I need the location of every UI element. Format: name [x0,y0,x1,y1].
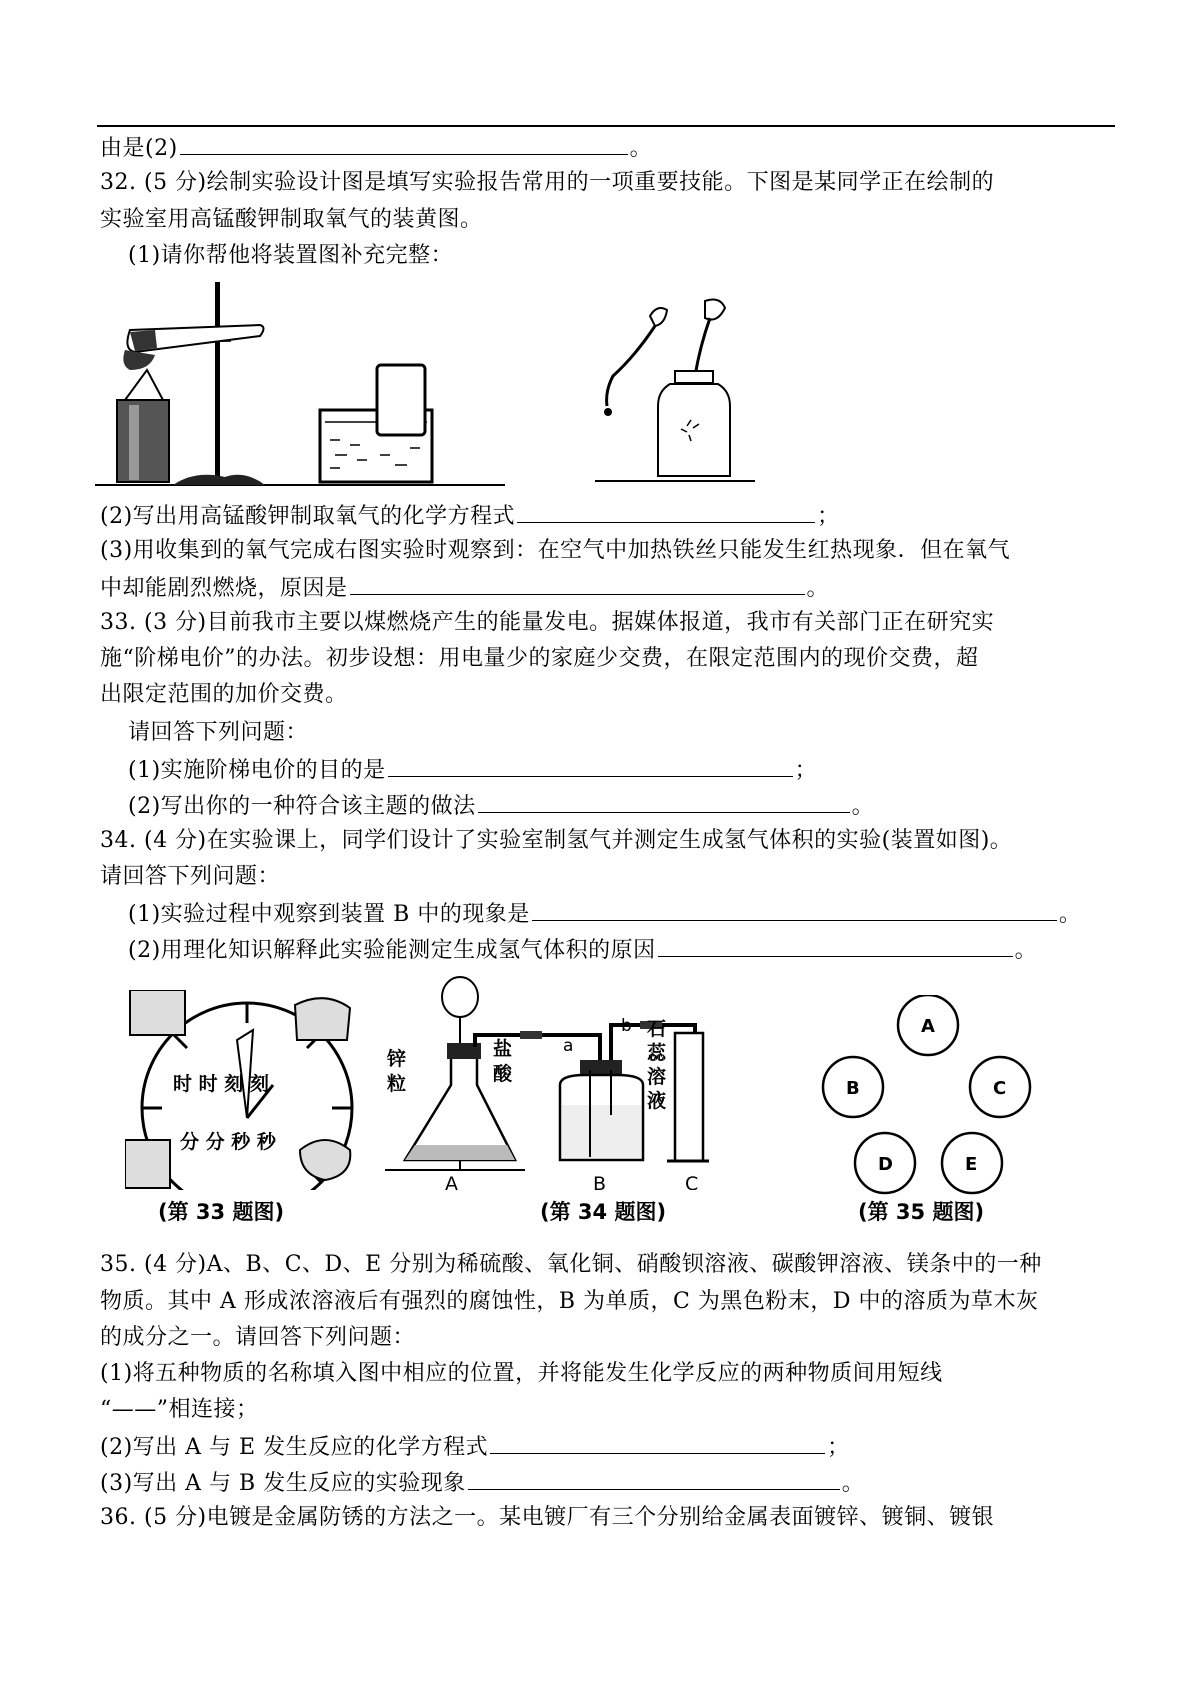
apparatus-A-label: A [445,1173,458,1190]
fig33-caption: (第 33 题图) [158,1200,285,1224]
answer-blank[interactable] [658,934,1013,957]
answer-blank[interactable] [517,500,815,523]
iron-wire-figure [595,296,755,498]
hydrogen-apparatus-figure [385,975,760,1190]
fig34-caption: (第 34 题图) [540,1200,667,1224]
q35-part3: (3)写出 A 与 B 发生反应的实验现象 。 [100,1467,864,1499]
apparatus-B-label: B [593,1173,607,1190]
q34-ask: 请回答下列问题： [100,864,281,889]
q32-part1: (1)请你帮他将装置图补充完整： [128,243,454,268]
line-reason: 由是(2) 。 [100,132,652,164]
circle-B-label: B [846,1078,860,1099]
clock-top-text: 时 时 刻 刻 [173,1073,269,1095]
oxygen-apparatus-figure [95,270,505,502]
q32-part2: (2)写出用高锰酸钾制取氧气的化学方程式 ； [100,500,840,532]
q34-part1: (1)实验过程中观察到装置 B 中的现象是 。 [128,898,1081,930]
circles-figure [815,995,1045,1195]
answer-blank[interactable] [532,898,1057,921]
top-rule [97,125,1115,127]
label-litmus-4: 液 [647,1090,667,1112]
answer-blank[interactable] [350,572,805,595]
q32-cont: 实验室用高锰酸钾制取氧气的装黄图。 [100,207,483,232]
q35-part1b: “——”相连接； [100,1397,259,1422]
q35-part1: (1)将五种物质的名称填入图中相应的位置，并将能发生化学反应的两种物质间用短线 [100,1361,943,1386]
q35-part2: (2)写出 A 与 E 发生反应的化学方程式 ； [100,1431,850,1463]
circle-D-label: D [878,1154,893,1175]
label-acid-2: 酸 [493,1063,513,1085]
q36-head: 36. (5 分)电镀是金属防锈的方法之一。某电镀厂有三个分别给金属表面镀锌、镀铜、镀银 [100,1505,995,1530]
q35-head: 35. (4 分)A、B、C、D、E 分别为稀硫酸、氧化铜、硝酸钡溶液、碳酸钾溶液、镁条中的一种 [100,1252,1042,1277]
q33-part2: (2)写出你的一种符合该主题的做法 。 [128,790,874,822]
q33-head: 33. (3 分)目前我市主要以煤燃烧产生的能量发电。据媒体报道，我市有关部门正在研究实 [100,610,995,635]
q33-cont1: 施“阶梯电价”的办法。初步设想：用电量少的家庭少交费，在限定范围内的现价交费，超 [100,646,979,671]
q32-head: 32. (5 分)绘制实验设计图是填写实验报告常用的一项重要技能。下图是某同学正在绘制的 [100,170,995,195]
answer-blank[interactable] [180,132,628,155]
fig35-caption: (第 35 题图) [858,1200,985,1224]
label-zinc-1: 锌 [387,1048,407,1070]
answer-blank[interactable] [468,1467,840,1490]
q34-head: 34. (4 分)在实验课上，同学们设计了实验室制氢气并测定生成氢气体积的实验(装置如图)。 [100,828,1013,853]
label-litmus-1: 石 [647,1018,667,1040]
q32-part3: (3)用收集到的氧气完成右图实验时观察到：在空气中加热铁丝只能发生红热现象．但在氧气 [100,538,1011,563]
circle-A-label: A [921,1016,935,1037]
q35-cont2: 的成分之一。请回答下列问题： [100,1325,416,1350]
answer-blank[interactable] [388,754,793,777]
label-acid-1: 盐 [493,1038,513,1060]
q34-part2: (2)用理化知识解释此实验能测定生成氢气体积的原因 。 [128,934,1037,966]
label-b: b [621,1016,632,1036]
clock-figure [125,990,370,1190]
label-a: a [563,1036,574,1056]
q35-cont1: 物质。其中 A 形成浓溶液后有强烈的腐蚀性，B 为单质，C 为黑色粉末，D 中的溶质为草木灰 [100,1289,1039,1314]
label-zinc-2: 粒 [387,1073,407,1095]
label-litmus-3: 溶 [647,1066,667,1088]
clock-bottom-text: 分 分 秒 秒 [180,1131,276,1153]
q33-ask: 请回答下列问题： [128,720,309,745]
q32-part3b: 中却能剧烈燃烧，原因是 。 [100,572,829,604]
answer-blank[interactable] [478,790,850,813]
apparatus-C-label: C [685,1173,699,1190]
circle-C-label: C [993,1078,1007,1099]
answer-blank[interactable] [490,1431,825,1454]
label-litmus-2: 蕊 [647,1042,667,1064]
circle-E-label: E [965,1154,978,1175]
q33-cont2: 出限定范围的加价交费。 [100,682,348,707]
q33-part1: (1)实施阶梯电价的目的是 ； [128,754,817,786]
